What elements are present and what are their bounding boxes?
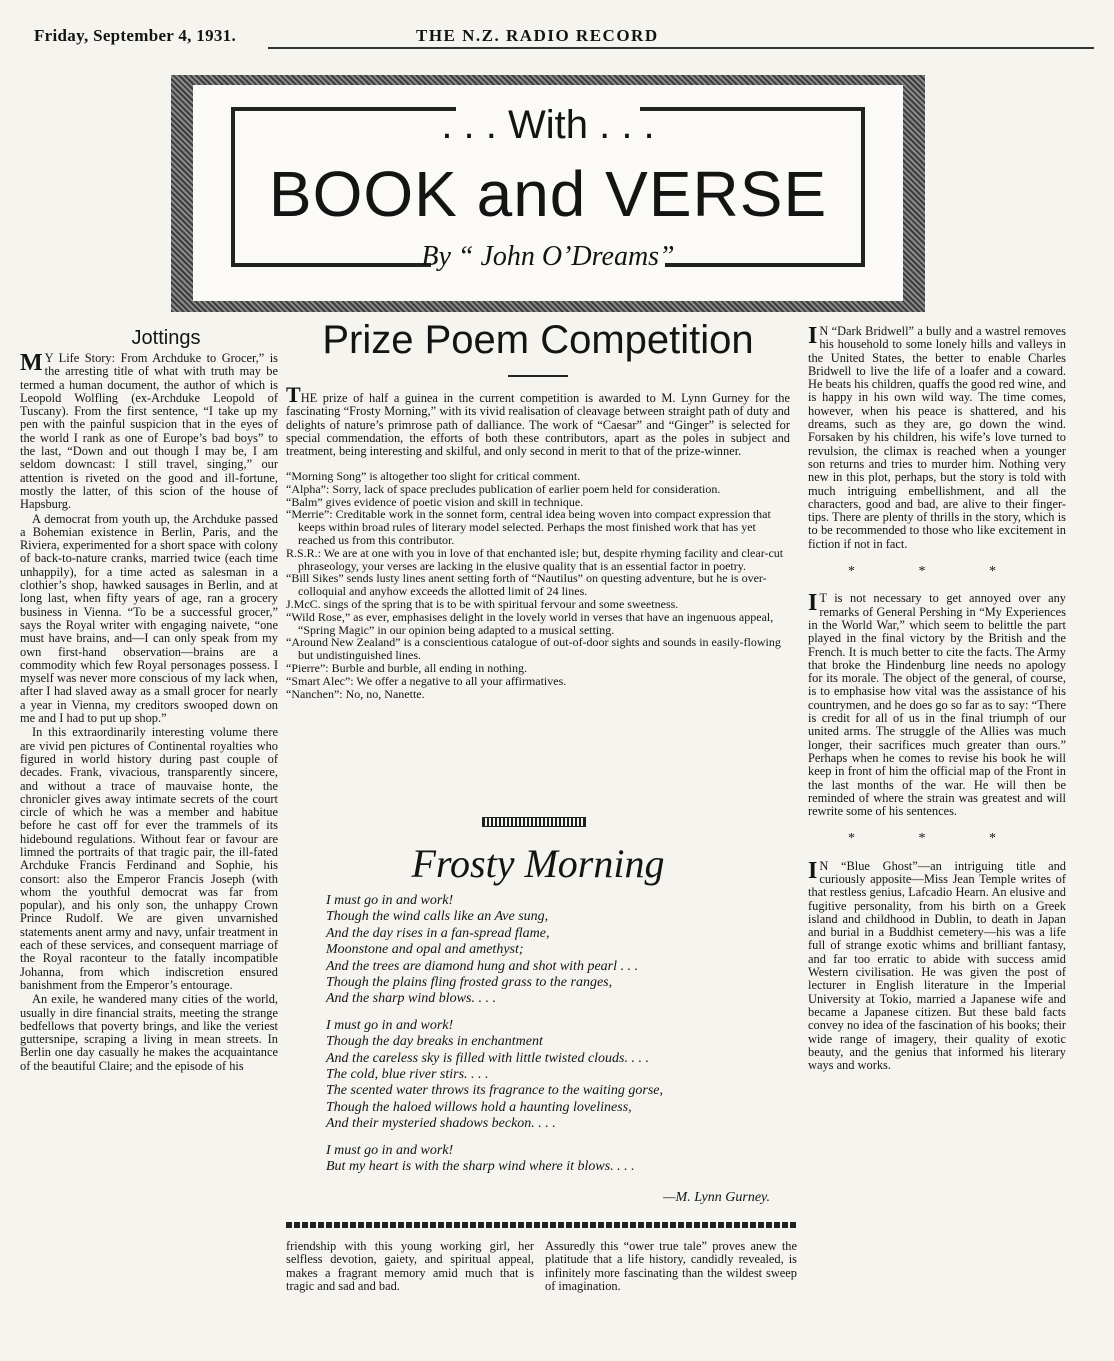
dropcap: I: [808, 857, 818, 884]
comment-item: “Smart Alec”: We offer a negative to all your affirmatives.: [286, 673, 567, 688]
comment-item: “Balm” gives evidence of poetic vision and skill in technique.: [286, 494, 584, 509]
poem-line: The scented water throws its fragrance to the waiting gorse,: [326, 1083, 664, 1099]
review-dark-bridwell: I N “Dark Bridwell” a bully and a wastrel removes his household to some lonely hills and valleys in the United States, the better to enable Charles Bridwell to live the life of a loafer and a coward. He beats his children, quaffs the good red wine, and is happy in his own wild way. The time comes, however, when his peace is shattered, and his dreams, such as they are, go down the wind. Forsaken by his children, his wife’s love turned to revulsion, the climax is reached when a younger son returns and tries to murder him. Nothing very new in this plot, perhaps, but the story is told with much intriguing embellishment, and all the characters, good and bad, are alive to their finger-tips. There are plenty of thrills in the story, which is to be recommended to those who like excitement in fiction if not in fact.: [808, 325, 1066, 551]
comment-item: “Nanchen”: No, no, Nanette.: [286, 686, 425, 701]
banner-with: . . . With . . .: [441, 103, 655, 147]
section-stars: * * *: [848, 831, 1026, 847]
jottings-paragraph-2: A democrat from youth up, the Archduke passed a Bohemian existence in Berlin, Paris, and the Riviera, experimented for a short space with colony of back-to-nature cranks, married twice (each time unhappily), for a time acted as salesman in a clothier’s shop, hawked sausages in Berlin, and at long last, when fifty years of age, ran a grocery business in Vienna. “To be a successful grocer,” says the Royal writer with engaging naivete, “one must have brains, and—I can only speak from my own first-hand observation—brains are a commodity which few Royal personages possess. I myself was never more conscious of my lack when, after I had slaved away as a small grocer for nearly a year in Vienna, my creditors swooped down on me and I had to put up shop.”: [20, 511, 278, 726]
jottings-paragraph-4: An exile, he wandered many cities of the world, usually in dire financial straits, meeting the strange bedfellows that poverty brings, and like the veriest guttersnipe, scraping a living in mean streets. In Berlin one day casually he makes the acquaintance of the beautiful Claire; and the episode of his: [20, 992, 278, 1073]
prize-heading: Prize Poem Competition: [322, 318, 754, 362]
section-banner: [171, 75, 925, 312]
comment-item: “Merrie”: Creditable work in the sonnet form, central idea being woven into compact expression that keeps within broad rules of literary model selected. Perhaps the most finished work that has yet reached us from this contributor.: [286, 507, 771, 547]
comment-item: “Bill Sikes” sends lusty lines anent setting forth of “Nautilus” on questing adventure, but he is over-colloquial and anyhow exceeds the allotted limit of 24 lines.: [286, 571, 767, 599]
poem-line: The cold, blue river stirs. . . .: [326, 1067, 489, 1083]
poem-stanza: [326, 893, 766, 1008]
poem-line: And their mysteried shadows beckon. . . .: [326, 1116, 556, 1132]
poem-line: Though the wind calls like an Ave sung,: [326, 909, 549, 925]
masthead-rule: [268, 47, 1094, 49]
comment-item: R.S.R.: We are at one with you in love of that enchanted isle; but, despite rhyming facility and clear-cut phraseology, your verses are lacking in the elusive quality that is an essential factor in poetry.: [286, 545, 784, 573]
jottings-paragraph-1: M Y Life Story: From Archduke to Grocer,” is the arresting title of what with truth may be termed a human document, the author of which is Leopold Wolfling (ex-Archduke Leopold of Tuscany). From the first sentence, “I take up my pen with the painful suspicion that in the eyes of the world I rank as one of Europe’s bad boys” to the last, “Down and out though I may be, I am seldom downcast: I still travel, singing,” our attention is riveted on the good and ill-fortune, mostly the latter, of this scion of the house of Hapsburg.: [20, 352, 278, 512]
ornament-divider: [482, 817, 586, 827]
banner-panel: [193, 85, 903, 301]
dropcap: M: [20, 352, 43, 376]
banner-title: BOOK and VERSE: [268, 158, 828, 230]
poem-line: And the sharp wind blows. . . .: [326, 991, 496, 1007]
section-stars: * * *: [848, 564, 1026, 580]
comment-item: “Around New Zealand” is a conscientious catalogue of out-of-door sights and sounds in easily-flowing but undistinguished lines.: [286, 635, 781, 663]
jottings-heading: Jottings: [131, 327, 201, 349]
dropcap: I: [808, 590, 818, 617]
poem-stanza: [326, 1143, 766, 1176]
dropcap: I: [808, 325, 818, 349]
poem-line: Though the plains fling frosted grass to the ranges,: [326, 975, 613, 991]
comment-item: “Pierre”: Burble and burble, all ending in nothing.: [286, 660, 527, 675]
poem-line: Though the day breaks in enchantment: [326, 1034, 543, 1050]
poem-line: But my heart is with the sharp wind where it blows. . . .: [326, 1159, 635, 1175]
reviews-column: [808, 325, 1066, 1310]
jottings-paragraph-3: In this extraordinarily interesting volume there are vivid pen pictures of Continental royalties who figured in world history during past couple of decades. Frank, vivacious, transparently sincere, and without a trace of mauvaise honte, the chronicler gives away intimate secrets of the court circle of which he was a member and habitue before he cast off for ever the trammels of its hidebound regulations. Without fear or favour are limned the portraits of that tragic pair, the ill-fated Archduke Francis Ferdinand and Sophie, his consort: also the Emperor Francis Joseph (with whom the youthful democrat was far from popular), and his only son, the unhappy Crown Prince Rudolf. We are given unvarnished statements anent army and navy, unfair treatment in each of these services, and consequent marriage of the Royal raconteur to the fatally incompatible Johanna, from which indiscretion ensured banishment from the Emperor’s entourage.: [20, 725, 278, 992]
continuation-column-2: Assuredly this “ower true tale” proves anew the platitude that a life history, candidly revealed, is infinitely more fascinating than the wildest sweep of imagination.: [545, 1239, 797, 1293]
poem-line: I must go in and work!: [326, 1017, 454, 1033]
section-rule: [286, 1222, 796, 1228]
publication-title: THE N.Z. RADIO RECORD: [416, 26, 659, 45]
jottings-column: [20, 352, 278, 1307]
issue-date: Friday, September 4, 1931.: [34, 26, 237, 45]
poem-line: And the trees are diamond hung and shot with pearl . . .: [326, 958, 638, 974]
prize-intro: THE prize of half a guinea in the current competition is awarded to M. Lynn Gurney for the fascinating “Frosty Morning,” with its vivid realisation of cleavage between straight path of duty and delights of nature’s primrose path of dalliance. The work of “Caesar” and “Ginger” is selected for special commendation, the efforts of both these contributors, apart as the poles in subject and treatment, being interesting and skilful, and only second in merit to that of the prize-winner.: [286, 382, 790, 459]
poem-line: And the day rises in a fan-spread flame,: [326, 925, 550, 941]
poem-body: [326, 893, 766, 1186]
poem-line: I must go in and work!: [326, 1142, 454, 1158]
review-pershing: I T is not necessary to get annoyed over any remarks of General Pershing in “My Experiences in the World War,” which seem to belittle the part played in the final victory by the British and the French. It is much better to cite the facts. The Army that broke the Hindenburg line needs no apology for its morale. The object of the general, of course, is to emphasise how vital was the assistance of his countrymen, and he does go so far as to say: “There is credit for all of us in the final triumph of our united arms. The struggle of the Allies was much longer, their sacrifices much greater than ours.” Perhaps when he comes to revise his book he will keep in front of him the official map of the Front in the last months of the war. He will then be reminded of where the strain was greatest and will rewrite some of his sentences.: [808, 590, 1066, 819]
comment-item: “Wild Rose,” as ever, emphasises delight in the lovely world in verses that have an ingenuous appeal, “Spring Magic” in our opinion being adapted to a musical setting.: [286, 609, 774, 637]
poem-stanza: [326, 1018, 766, 1133]
review-blue-ghost: I N “Blue Ghost”—an intriguing title and curiously apposite—Miss Jean Temple writes of that restless genius, Lafcadio Hearn. An elusive and fugitive personality, from his birth on a Greek island and childhood in Dublin, to death in Japan and burial in a Buddhist cemetery—his was a life full of strange exotic whims and brilliant fantasy, and far too erratic to abide with success amid Western civilisation. He was given the post of lecturer in English literature in the Imperial University at Tokio, married a Japanese wife and became a Japanese citizen. But these bald facts convey no idea of the fascination of his books; their wide range of imagery, their quality of exotic beauty, and the genius that informed his literary ways and works.: [808, 857, 1066, 1073]
poem-line: I must go in and work!: [326, 893, 454, 908]
continuation-column-1: friendship with this young working girl, her selfless devotion, gaiety, and spiritual appeal, makes a fragrant memory amid much that is tragic and sad and bad.: [286, 1239, 534, 1293]
banner-byline: By “ John O’Dreams”: [421, 241, 675, 272]
contributor-comments: [286, 470, 790, 700]
prize-heading-rule: [508, 375, 568, 377]
poem-line: Though the haloed willows hold a haunting loveliness,: [326, 1099, 632, 1115]
poem-line: And the careless sky is filled with little twisted clouds. . . .: [326, 1050, 649, 1066]
poem-line: Moonstone and opal and amethyst;: [326, 942, 524, 958]
comment-item: “Alpha”: Sorry, lack of space precludes publication of earlier poem held for consideration.: [286, 481, 721, 496]
poem-title: Frosty Morning: [411, 841, 665, 886]
comment-item: “Morning Song” is altogether too slight for critical comment.: [286, 469, 581, 483]
poem-author: —M. Lynn Gurney.: [663, 1190, 770, 1205]
comment-item: J.McC. sings of the spring that is to be with spiritual fervour and some sweetness.: [286, 596, 679, 611]
